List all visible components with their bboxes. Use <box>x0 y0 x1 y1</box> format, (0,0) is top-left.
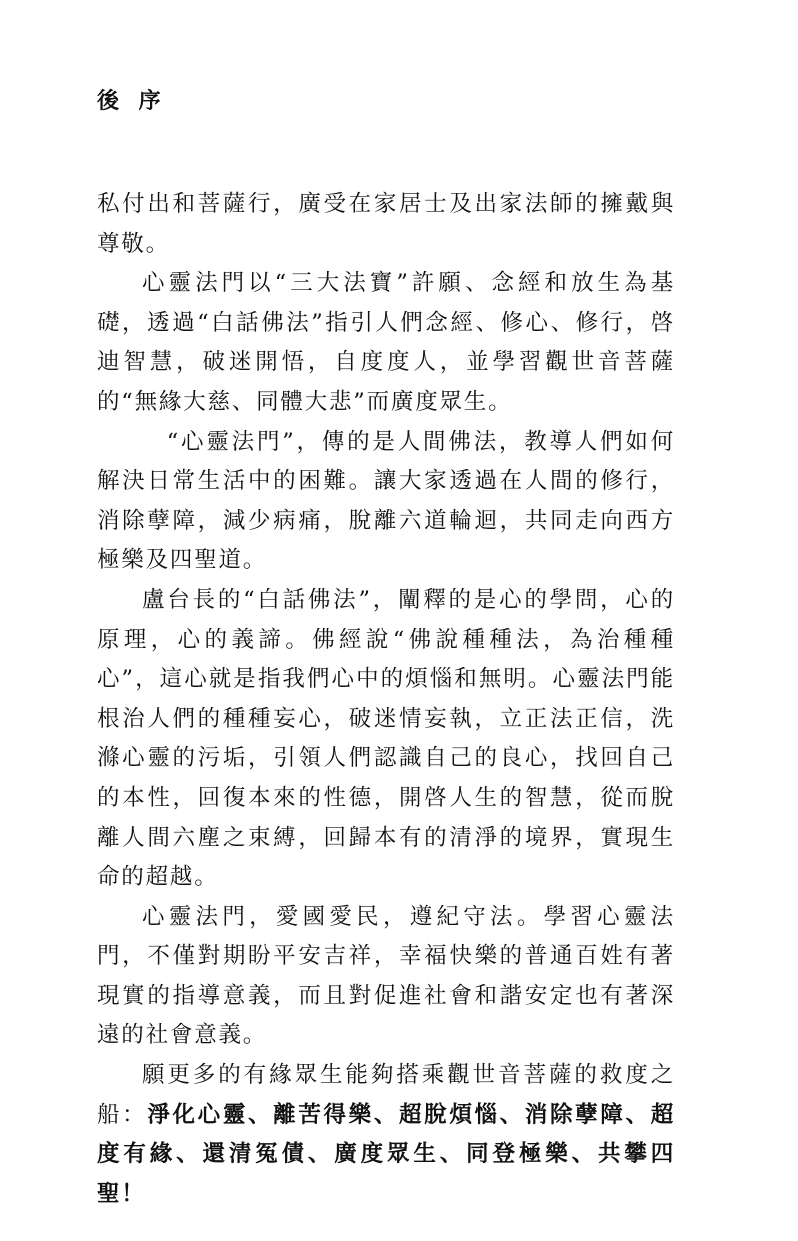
paragraph-closing <box>97 1056 675 1214</box>
closing-lead: 願更多的有緣眾生能夠搭乘觀世音菩薩的救度之船： <box>97 1062 675 1128</box>
closing-emphasis: 淨化心靈、離苦得樂、超脫煩惱、消除孽障、超度有緣、還清冤債、廣度眾生、同登極樂、共攀四聖！ <box>97 1101 675 1207</box>
paragraph-human-buddhism: “心靈法門”，傳的是人間佛法，教導人們如何解決日常生活中的困難。讓大家透過在人間的修行，消除孽障，減少病痛，脫離六道輪迴，共同走向西方極樂及四聖道。 <box>97 428 675 574</box>
paragraph-continuation: 私付出和菩薩行，廣受在家居士及出家法師的擁戴與尊敬。 <box>97 191 675 257</box>
paragraph-patriotism: 心靈法門，愛國愛民，遵紀守法。學習心靈法門，不僅對期盼平安吉祥，幸福快樂的普通百姓有著現實的指導意義，而且對促進社會和諧安定也有著深遠的社會意義。 <box>97 903 675 1049</box>
paragraph-three-treasures: 心靈法門以“三大法寶”許願、念經和放生為基礎，透過“白話佛法”指引人們念經、修心、修行，啓迪智慧，破迷開悟，自度度人，並學習觀世音菩薩的“無緣大慈、同體大悲”而廣度眾生。 <box>97 270 675 415</box>
document-body <box>97 185 675 1214</box>
paragraph-plain-dharma: 盧台長的“白話佛法”，闡釋的是心的學問，心的原理，心的義諦。佛經說“佛說種種法，為治種種心”，這心就是指我們心中的煩惱和無明。心靈法門能根治人們的種種妄心，破迷情妄執，立正法正信，洗滌心靈的污垢，引領人們認識自己的良心，找回自己的本性，回復本來的性德，開啓人生的智慧，從而脫離人間六塵之束縛，回歸本有的清淨的境界，實現生命的超越。 <box>97 586 675 891</box>
page-header-title: 後 序 <box>97 89 167 114</box>
